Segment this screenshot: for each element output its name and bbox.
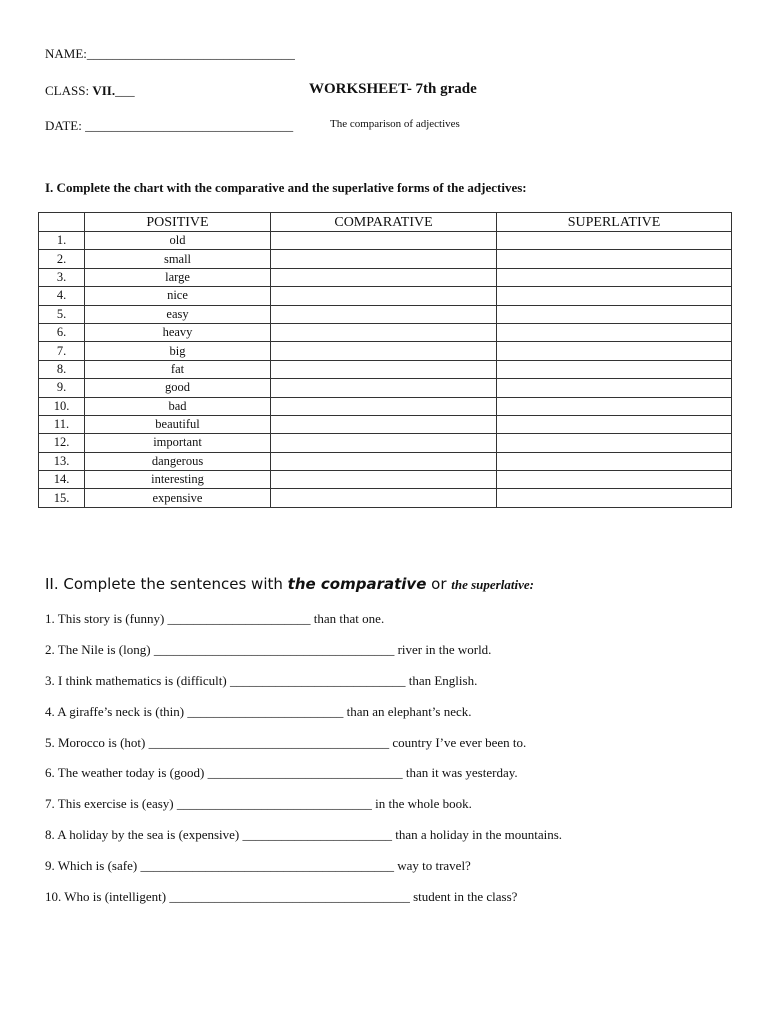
positive-cell: dangerous (85, 452, 271, 470)
positive-cell: important (85, 434, 271, 452)
chart-row (39, 397, 732, 415)
section2-heading (45, 575, 534, 593)
comparative-cell[interactable] (271, 379, 497, 397)
chart-row (39, 323, 732, 341)
row-number: 2. (39, 250, 85, 268)
chart-row (39, 250, 732, 268)
sentence-text-end: than that one. (310, 611, 385, 626)
sentence-text-end: than English. (405, 673, 478, 688)
row-number: 12. (39, 434, 85, 452)
comparative-cell[interactable] (271, 489, 497, 507)
date-line (45, 118, 293, 134)
sentence-text: 1. This story is (funny) (45, 611, 168, 626)
sentence-item (45, 827, 562, 843)
positive-cell: easy (85, 305, 271, 323)
col-header-number (39, 213, 85, 232)
positive-cell: good (85, 379, 271, 397)
positive-cell: heavy (85, 323, 271, 341)
col-header-superlative: SUPERLATIVE (497, 213, 732, 232)
superlative-cell[interactable] (497, 305, 732, 323)
answer-blank[interactable]: ______________________ (167, 611, 311, 626)
class-line (45, 83, 135, 99)
superlative-cell[interactable] (497, 379, 732, 397)
class-value: VII. (92, 83, 116, 98)
row-number: 14. (39, 471, 85, 489)
name-label: NAME: (45, 46, 87, 61)
comparative-cell[interactable] (271, 360, 497, 378)
row-number: 8. (39, 360, 85, 378)
comparative-cell[interactable] (271, 287, 497, 305)
superlative-cell[interactable] (497, 452, 732, 470)
answer-blank[interactable]: _____________________________________ (148, 735, 390, 750)
row-number: 15. (39, 489, 85, 507)
sentence-text-end: in the whole book. (371, 796, 472, 811)
sentence-item (45, 858, 471, 874)
row-number: 3. (39, 268, 85, 286)
positive-cell: expensive (85, 489, 271, 507)
chart-row (39, 415, 732, 433)
chart-row (39, 342, 732, 360)
chart-row (39, 287, 732, 305)
chart-row (39, 434, 732, 452)
comparative-cell[interactable] (271, 452, 497, 470)
positive-cell: small (85, 250, 271, 268)
comparative-cell[interactable] (271, 471, 497, 489)
chart-row (39, 360, 732, 378)
page-subtitle: The comparison of adjectives (330, 118, 460, 130)
sentence-text: 2. The Nile is (long) (45, 642, 154, 657)
answer-blank[interactable]: ________________________ (187, 704, 344, 719)
superlative-cell[interactable] (497, 489, 732, 507)
comparative-cell[interactable] (271, 415, 497, 433)
sentence-item (45, 611, 384, 627)
superlative-cell[interactable] (497, 250, 732, 268)
positive-cell: nice (85, 287, 271, 305)
date-blank[interactable]: ________________________________ (85, 118, 294, 133)
name-line (45, 46, 295, 62)
sentence-text-end: river in the world. (394, 642, 492, 657)
answer-blank[interactable]: _____________________________________ (153, 642, 395, 657)
comparative-cell[interactable] (271, 305, 497, 323)
sentence-text-end: than it was yesterday. (402, 765, 518, 780)
row-number: 9. (39, 379, 85, 397)
sentence-text: 7. This exercise is (easy) (45, 796, 177, 811)
sentence-item (45, 642, 491, 658)
sentence-text: 8. A holiday by the sea is (expensive) (45, 827, 243, 842)
answer-blank[interactable]: _______________________________________ (140, 858, 394, 873)
sentence-item (45, 704, 472, 720)
comparative-cell[interactable] (271, 250, 497, 268)
answer-blank[interactable]: ______________________________ (176, 796, 372, 811)
superlative-cell[interactable] (497, 360, 732, 378)
sentence-item (45, 796, 472, 812)
superlative-cell[interactable] (497, 268, 732, 286)
sentence-text-end: student in the class? (409, 889, 518, 904)
sentence-text-end: country I’ve ever been to. (389, 735, 527, 750)
sentence-text-end: than an elephant’s neck. (343, 704, 472, 719)
section2-heading-prefix: II. Complete the sentences with (45, 575, 288, 593)
sentence-item (45, 735, 526, 751)
chart-row (39, 305, 732, 323)
sentence-text-end: than a holiday in the mountains. (392, 827, 563, 842)
row-number: 1. (39, 232, 85, 250)
row-number: 13. (39, 452, 85, 470)
adjective-chart (38, 212, 732, 508)
row-number: 11. (39, 415, 85, 433)
superlative-cell[interactable] (497, 397, 732, 415)
sentence-item (45, 765, 518, 781)
superlative-cell[interactable] (497, 287, 732, 305)
name-blank[interactable]: ________________________________ (86, 46, 295, 61)
comparative-cell[interactable] (271, 323, 497, 341)
answer-blank[interactable]: _____________________________________ (169, 889, 410, 904)
sentence-text: 3. I think mathematics is (difficult) (45, 673, 230, 688)
page-title: WORKSHEET- 7th grade (309, 81, 477, 97)
col-header-positive: POSITIVE (85, 213, 271, 232)
section2-heading-or: or (426, 575, 452, 593)
col-header-comparative: COMPARATIVE (271, 213, 497, 232)
answer-blank[interactable]: ______________________________ (207, 765, 403, 780)
row-number: 6. (39, 323, 85, 341)
sentence-item (45, 673, 477, 689)
comparative-cell[interactable] (271, 397, 497, 415)
positive-cell: bad (85, 397, 271, 415)
sentence-text: 6. The weather today is (good) (45, 765, 208, 780)
superlative-cell[interactable] (497, 415, 732, 433)
sentence-text: 10. Who is (intelligent) (45, 889, 170, 904)
answer-blank[interactable]: ___________________________ (229, 673, 406, 688)
positive-cell: beautiful (85, 415, 271, 433)
row-number: 10. (39, 397, 85, 415)
comparative-cell[interactable] (271, 434, 497, 452)
sentence-item (45, 889, 517, 905)
class-blank[interactable]: ___ (115, 83, 135, 98)
chart-row (39, 232, 732, 250)
chart-header-row (39, 213, 732, 232)
chart-row (39, 268, 732, 286)
comparative-cell[interactable] (271, 268, 497, 286)
superlative-cell[interactable] (497, 342, 732, 360)
chart-row (39, 379, 732, 397)
sentence-text-end: way to travel? (393, 858, 471, 873)
superlative-cell[interactable] (497, 471, 732, 489)
row-number: 7. (39, 342, 85, 360)
sentence-text: 9. Which is (safe) (45, 858, 141, 873)
superlative-cell[interactable] (497, 323, 732, 341)
superlative-cell[interactable] (497, 434, 732, 452)
comparative-cell[interactable] (271, 232, 497, 250)
superlative-cell[interactable] (497, 232, 732, 250)
section1-heading: I. Complete the chart with the comparative and the superlative forms of the adjectives: (45, 180, 527, 195)
positive-cell: big (85, 342, 271, 360)
positive-cell: interesting (85, 471, 271, 489)
row-number: 4. (39, 287, 85, 305)
comparative-cell[interactable] (271, 342, 497, 360)
sentence-text: 4. A giraffe’s neck is (thin) (45, 704, 188, 719)
chart-row (39, 471, 732, 489)
positive-cell: large (85, 268, 271, 286)
chart-row (39, 452, 732, 470)
section2-heading-superlative: the superlative: (451, 577, 534, 592)
section2-heading-comparative: the comparative (287, 575, 427, 593)
positive-cell: old (85, 232, 271, 250)
positive-cell: fat (85, 360, 271, 378)
date-label: DATE: (45, 118, 86, 133)
sentence-text: 5. Morocco is (hot) (45, 735, 149, 750)
answer-blank[interactable]: _______________________ (242, 827, 392, 842)
class-label: CLASS: (45, 83, 93, 98)
row-number: 5. (39, 305, 85, 323)
chart-row (39, 489, 732, 507)
